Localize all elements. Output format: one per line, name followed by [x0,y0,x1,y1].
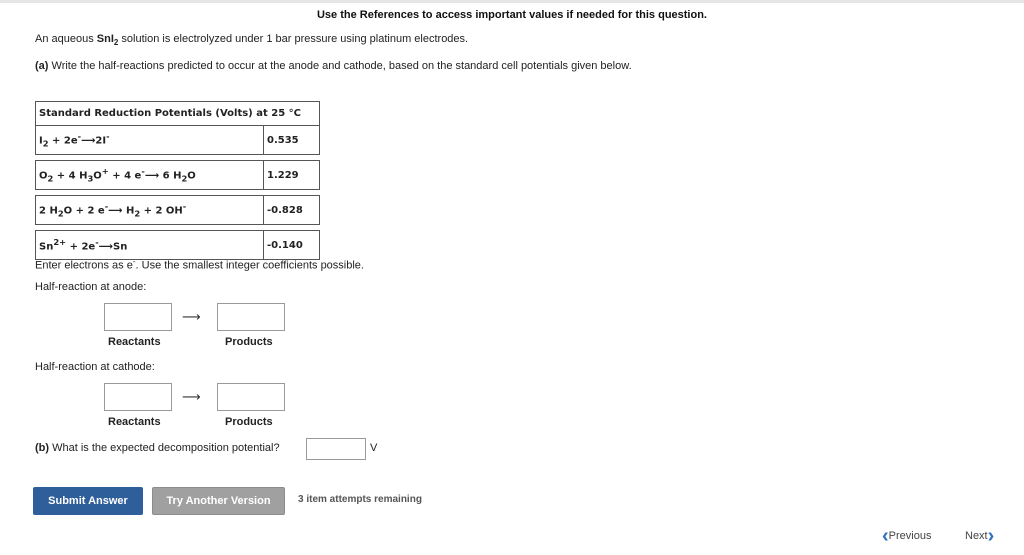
attempts-remaining: 3 item attempts remaining [298,494,422,505]
potential-value: -0.828 [264,196,320,225]
reactants-label: Reactants [108,416,161,428]
top-bar [0,0,1024,3]
chevron-left-icon: ‹ [882,525,889,547]
anode-reactants-input[interactable] [104,303,172,331]
cathode-reactants-input[interactable] [104,383,172,411]
potential-value: 1.229 [264,161,320,190]
potential-value: 0.535 [264,126,320,155]
submit-answer-button[interactable]: Submit Answer [33,487,143,515]
chevron-right-icon: › [987,525,995,547]
half-reaction-tin: $Sn^{2+}$ + 2e-⟶Sn [36,231,264,260]
table-row [36,161,320,190]
part-a-prompt: (a) Write the half-reactions predicted to occur at the anode and cathode, based on the standard cell potentials given below. [35,60,632,72]
electron-instructions: Enter electrons as e-. Use the smallest integer coefficients possible. [35,257,364,272]
part-b-prompt: (b) What is the expected decomposition potential? [35,442,280,454]
table-row [36,126,320,155]
table-row [36,231,320,260]
decomposition-potential-input[interactable] [306,438,366,460]
question-intro: An aqueous SnI$_2$ solution is electrolyzed under 1 bar pressure using platinum electrodes. [35,33,469,48]
try-another-version-button[interactable]: Try Another Version [152,487,285,515]
next-button[interactable]: Next › [965,525,995,547]
potential-value: -0.140 [264,231,320,260]
half-reaction-oxygen: $O_2 + 4$ $H_3O^+ + 4$ e-⟶ 6 $H_2O$ [36,161,264,190]
anode-label: Half-reaction at anode: [35,281,147,293]
cathode-products-input[interactable] [217,383,285,411]
reduction-potentials-table [35,101,320,260]
cathode-label: Half-reaction at cathode: [35,361,155,373]
table-title: Standard Reduction Potentials (Volts) at 25 °C [36,102,320,126]
previous-button[interactable]: ‹ Previous [882,525,932,547]
half-reaction-water: 2 $H_2O + 2$ e-⟶ $H_2 + 2$ OH- [36,196,264,225]
reaction-arrow-icon: ⟶ [182,389,201,404]
products-label: Products [225,336,273,348]
references-note: Use the References to access important values if needed for this question. [316,9,707,21]
half-reaction-iodine: $I_2$ + 2e-⟶2I- [36,126,264,155]
reactants-label: Reactants [108,336,161,348]
products-label: Products [225,416,273,428]
unit-label: V [370,442,378,454]
anode-products-input[interactable] [217,303,285,331]
reaction-arrow-icon: ⟶ [182,309,201,324]
table-row [36,196,320,225]
